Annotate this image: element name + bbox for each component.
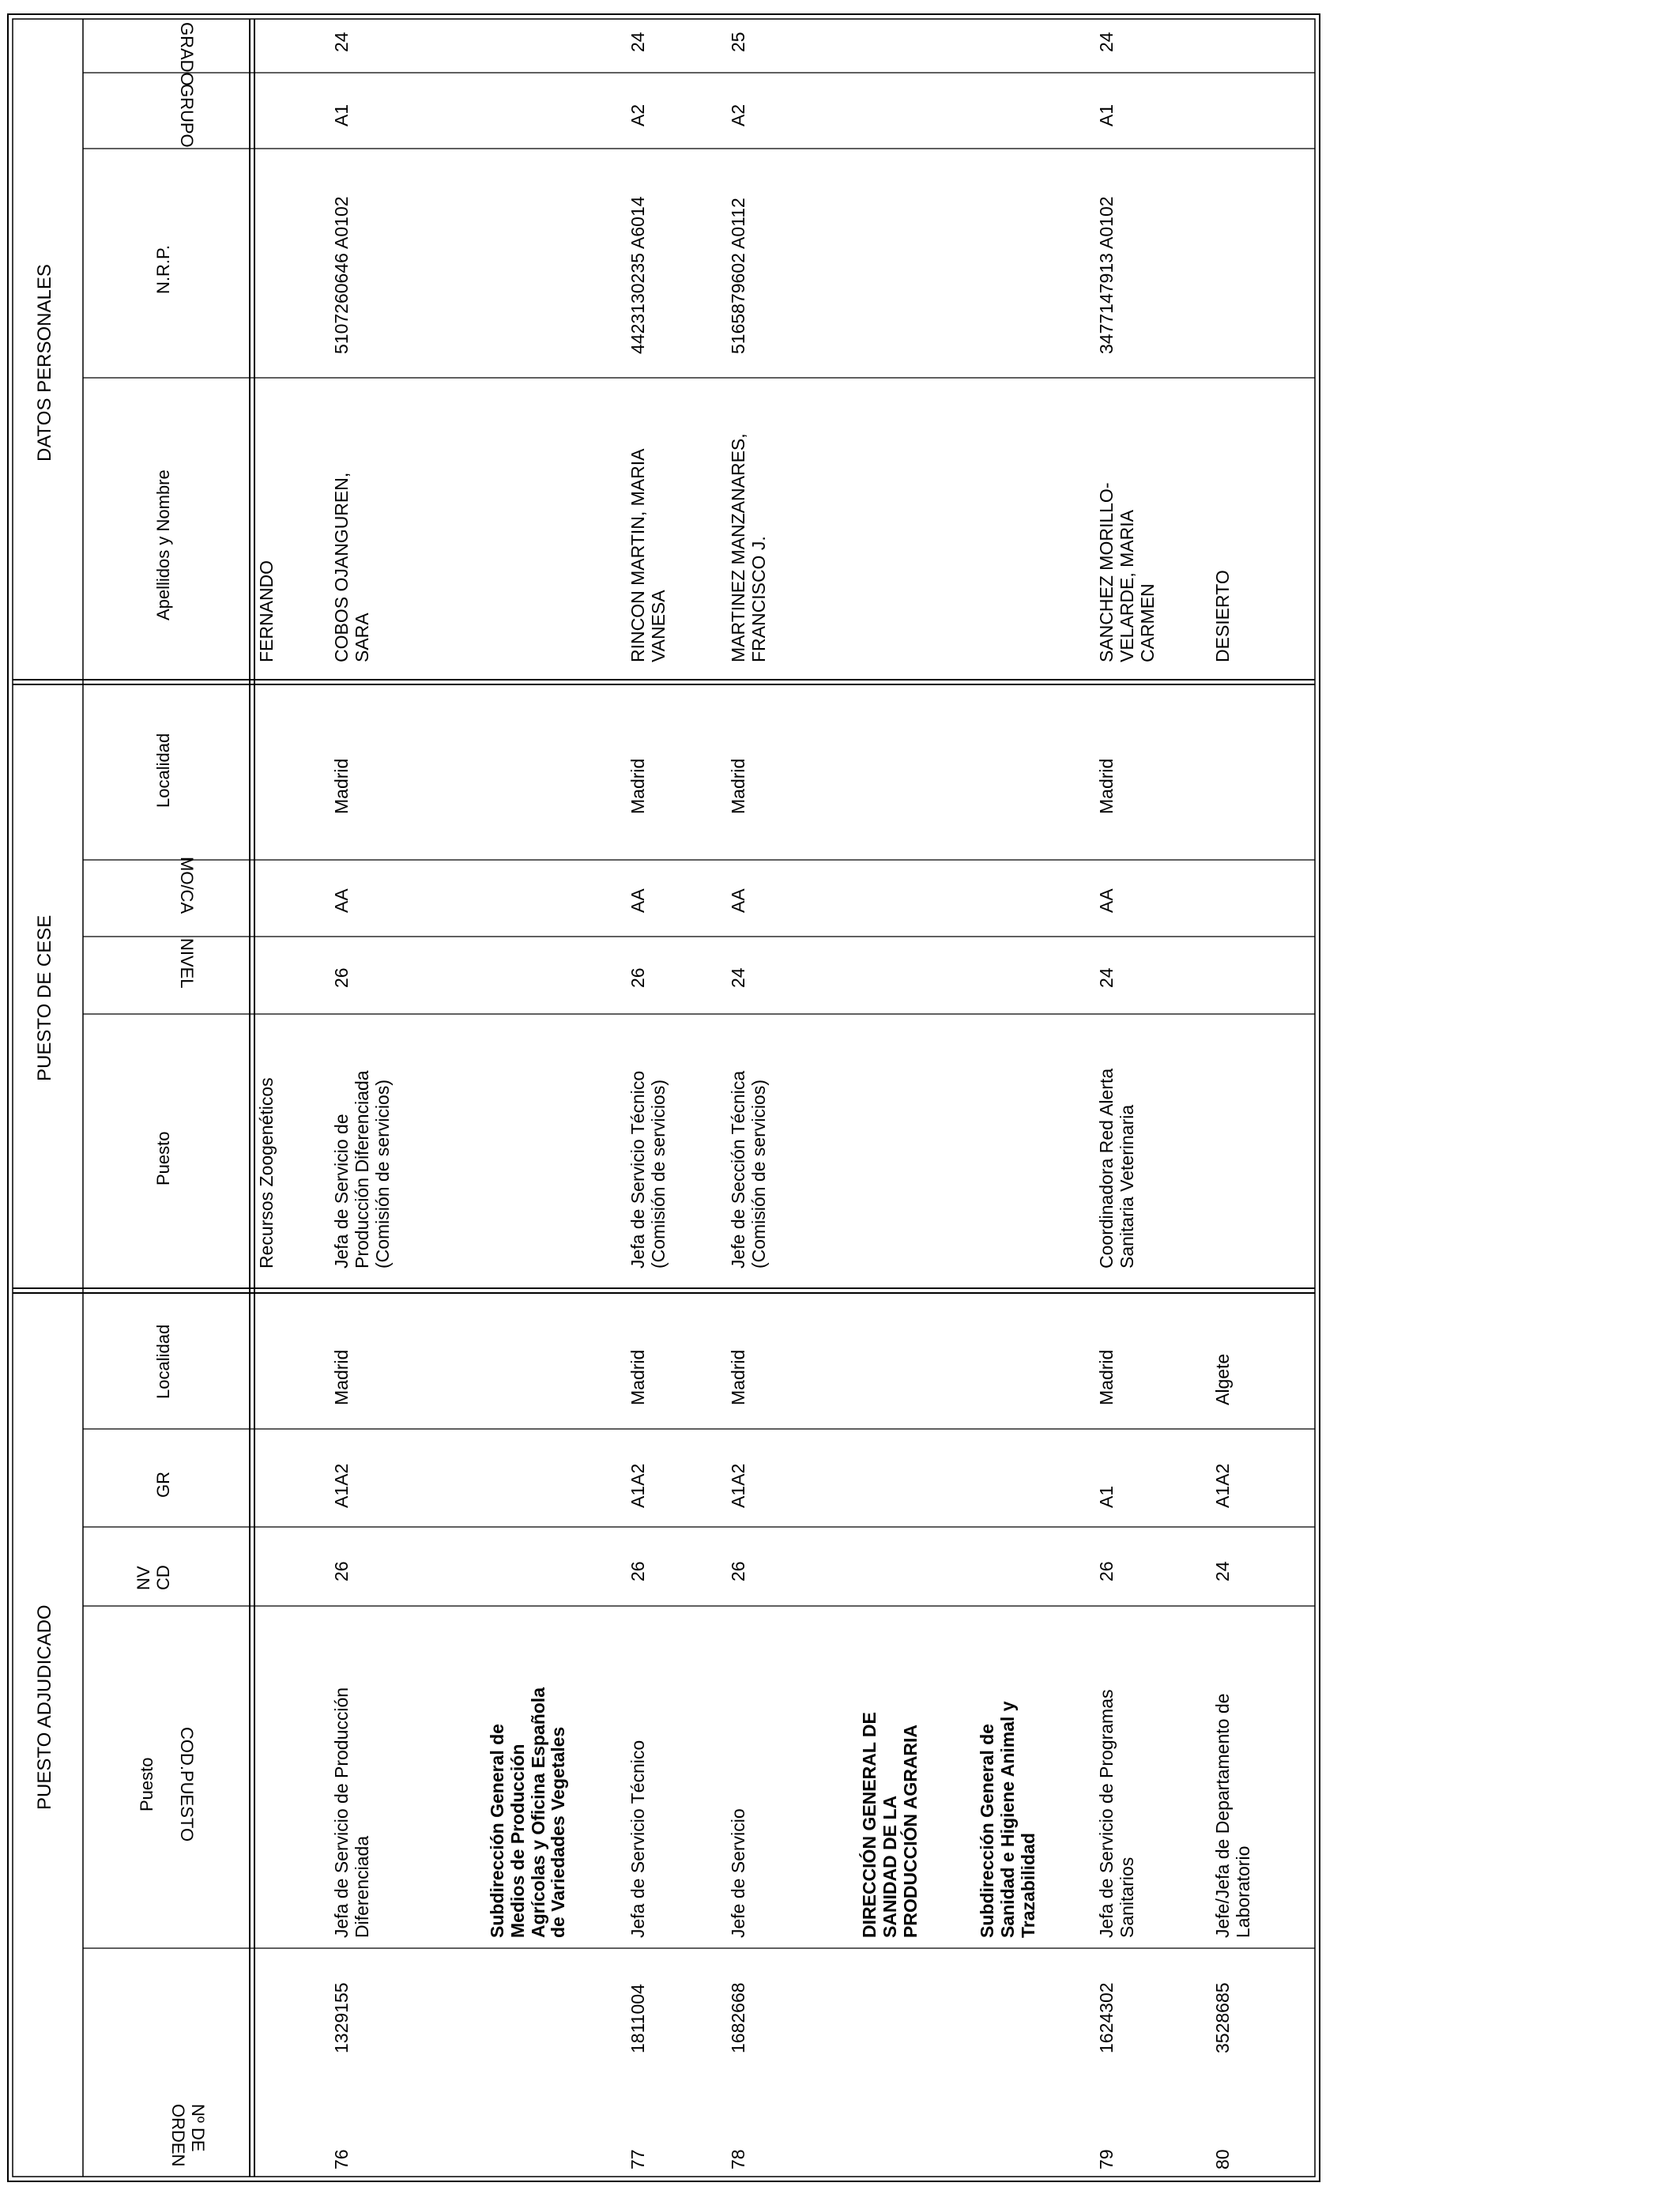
cell-orden: 79 [1096, 2149, 1117, 2169]
cell-localidad-adjudicado: Madrid [331, 1349, 352, 1405]
cell-puesto-cese: Jefe de Sección Técnica (Comisión de servicios) [728, 1070, 769, 1269]
cell-nrp: 4423130235 A6014 [627, 196, 648, 354]
cell-puesto-adjudicado: Jefe/Jefa de Departamento de Laboratorio [1212, 1693, 1253, 1938]
cell-grado: 24 [627, 32, 648, 52]
cell-localidad-cese: Madrid [1096, 758, 1117, 814]
header-cod-puesto: COD.PUESTO [177, 1727, 197, 1842]
cell-puesto-adjudicado: Jefa de Servicio Técnico [627, 1740, 648, 1938]
cell-moca: AA [627, 888, 648, 913]
carry-over-puesto-cese: Recursos Zoogenéticos [256, 1077, 277, 1269]
subheading-medios-produccion: Subdirección General de Medios de Producción Agrícolas y Oficina Española de Variedades Vegetales [487, 1687, 569, 1938]
cell-puesto-cese: Jefa de Servicio de Producción Diferenciada (Comisión de servicios) [331, 1070, 393, 1269]
cell-apellidos: SANCHEZ MORILLO- VELARDE, MARIA CARMEN [1096, 482, 1158, 662]
cell-nrp: 5107260646 A0102 [331, 196, 352, 354]
cell-puesto-cese: Jefa de Servicio Técnico (Comisión de servicios) [627, 1070, 669, 1269]
cell-nivel: 24 [1096, 967, 1117, 988]
cell-moca: AA [728, 888, 748, 913]
cell-grado: 24 [331, 32, 352, 52]
section-datos-personales: DATOS PERSONALES [34, 264, 55, 462]
header-nvcd: NV CD [134, 1565, 173, 1590]
cell-nivel: 26 [331, 967, 352, 988]
cell-apellidos: RINCON MARTIN, MARIA VANESA [627, 448, 669, 662]
subheading-sanidad-higiene: Subdirección General de Sanidad e Higiene Animal y Trazabilidad [977, 1701, 1038, 1938]
header-grupo: GRUPO [177, 84, 197, 148]
cell-nivel: 24 [728, 967, 748, 988]
cell-orden: 78 [728, 2149, 748, 2169]
cell-gr: A1A2 [728, 1463, 748, 1508]
cell-nvcd: 26 [627, 1561, 648, 1581]
header-puesto-adjudicado: Puesto [137, 1757, 156, 1811]
header-nrp: N.R.P. [153, 245, 173, 294]
cell-cod-puesto: 1624302 [1096, 1982, 1117, 2053]
subheading-direccion-general: DIRECCIÓN GENERAL DE SANIDAD DE LA PRODUCCIÓN AGRARIA [859, 1712, 921, 1938]
cell-moca: AA [1096, 888, 1117, 913]
carry-over-apellidos: FERNANDO [256, 560, 277, 662]
cell-gr: A1 [1096, 1485, 1117, 1508]
section-puesto-adjudicado: PUESTO ADJUDICADO [34, 1604, 55, 1810]
cell-localidad-adjudicado: Madrid [1096, 1349, 1117, 1405]
header-grado: GRADO [177, 22, 197, 86]
column-separators [83, 73, 1315, 1948]
cell-grado: 25 [728, 32, 748, 52]
header-localidad-adjudicado: Localidad [153, 1324, 173, 1399]
cell-nvcd: 26 [1096, 1561, 1117, 1581]
cell-localidad-adjudicado: Madrid [627, 1349, 648, 1405]
cell-grado: 24 [1096, 32, 1117, 52]
cell-nrp: 3477147913 A0102 [1096, 196, 1117, 354]
section-puesto-cese: PUESTO DE CESE [34, 914, 55, 1081]
cell-localidad-cese: Madrid [331, 758, 352, 814]
cell-grupo: A2 [728, 104, 748, 126]
header-apellidos-nombre: Apellidos y Nombre [153, 469, 173, 620]
cell-cod-puesto: 1811004 [627, 1984, 648, 2053]
header-nivel: NIVEL [177, 938, 197, 989]
cell-gr: A1A2 [627, 1463, 648, 1508]
cell-localidad-adjudicado: Madrid [728, 1349, 748, 1405]
cell-puesto-cese: Coordinadora Red Alerta Sanitaria Veterinaria [1096, 1068, 1137, 1269]
cell-nvcd: 26 [728, 1561, 748, 1581]
cell-orden: 76 [331, 2149, 352, 2169]
cell-grupo: A1 [1096, 104, 1117, 126]
header-orden: Nº DE ORDEN [168, 2104, 208, 2167]
cell-orden: 77 [627, 2149, 648, 2169]
cell-grupo: A1 [331, 104, 352, 126]
cell-puesto-adjudicado: Jefe de Servicio [728, 1808, 748, 1938]
cell-gr: A1A2 [1212, 1463, 1233, 1508]
header-puesto-cese: Puesto [153, 1131, 173, 1186]
cell-localidad-cese: Madrid [728, 758, 748, 814]
cell-nrp: 5165879602 A0112 [728, 198, 748, 354]
cell-nvcd: 24 [1212, 1561, 1233, 1581]
cell-apellidos: DESIERTO [1212, 570, 1233, 662]
cell-moca: AA [331, 888, 352, 913]
cell-localidad-adjudicado: Algete [1212, 1353, 1233, 1405]
cell-apellidos: MARTINEZ MANZANARES, FRANCISCO J. [728, 433, 769, 662]
cell-apellidos: COBOS OJANGUREN, SARA [331, 472, 372, 662]
cell-localidad-cese: Madrid [627, 758, 648, 814]
cell-gr: A1A2 [331, 1463, 352, 1508]
cell-puesto-adjudicado: Jefa de Servicio de Programas Sanitarios [1096, 1689, 1137, 1938]
header-moca: MO/CA [177, 857, 197, 914]
header-localidad-cese: Localidad [153, 733, 173, 808]
cell-cod-puesto: 3528685 [1212, 1982, 1233, 2053]
cell-grupo: A2 [627, 104, 648, 126]
cell-cod-puesto: 1682668 [728, 1982, 748, 2053]
cell-nvcd: 26 [331, 1561, 352, 1581]
cell-orden: 80 [1212, 2149, 1233, 2169]
header-gr: GR [153, 1472, 173, 1498]
cell-cod-puesto: 1329155 [331, 1982, 352, 2053]
cell-puesto-adjudicado: Jefa de Servicio de Producción Diferenciada [331, 1687, 372, 1938]
cell-nivel: 26 [627, 967, 648, 988]
